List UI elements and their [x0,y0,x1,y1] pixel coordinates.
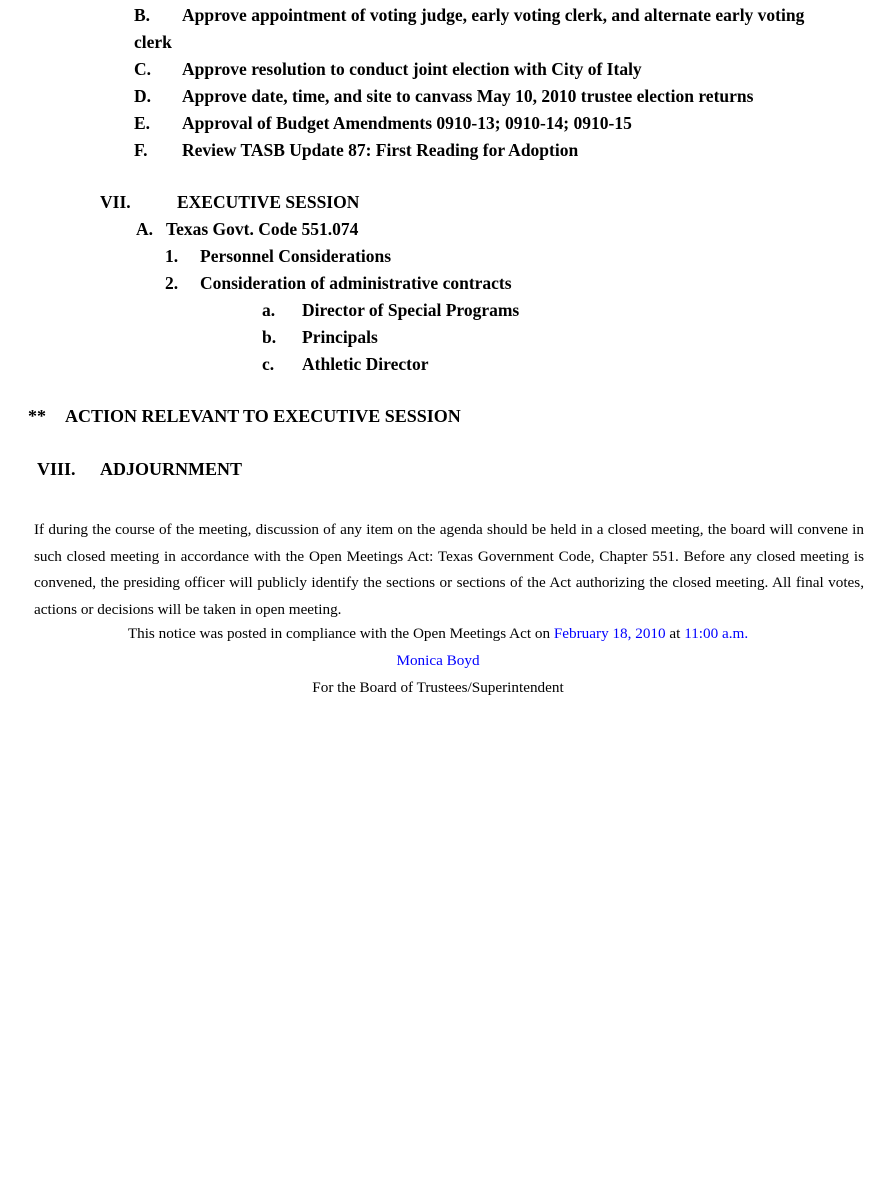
posting-notice-lead: This notice was posted in compliance with the Open Meetings Act on [127,625,551,642]
agenda-item-c-text: Approve resolution to conduct joint election with City of Italy [182,59,642,79]
agenda-item-b [134,5,804,26]
adjournment-marker: VIII. [37,459,76,479]
agenda-item-b-continuation: clerk [134,32,172,52]
contract-item-a-marker: a. [262,300,276,320]
contract-item-b [262,327,378,348]
agenda-item-d [134,86,753,107]
agenda-item-d-text: Approve date, time, and site to canvass May 10, 2010 trustee election returns [182,86,754,106]
posting-at-label: at [669,625,681,642]
agenda-item-e [134,113,632,134]
section-executive-session-heading [100,192,359,213]
agenda-item-f [134,140,578,161]
agenda-item-c [134,59,642,80]
agenda-item-e-marker: E. [134,113,151,133]
adjournment-heading [37,459,242,480]
executive-session-item-2-marker: 2. [165,273,179,293]
agenda-item-f-marker: F. [134,140,148,160]
executive-session-code-item [136,219,358,240]
contract-item-b-marker: b. [262,327,277,347]
posting-time: 11:00 a.m. [684,625,749,642]
agenda-item-b-text: Approve appointment of voting judge, early voting clerk, and alternate early voting [182,5,805,25]
executive-session-item-1-marker: 1. [165,246,179,266]
action-relevant-marker: ** [28,406,46,426]
executive-session-item-2 [165,273,512,294]
posting-notice-line [0,621,876,648]
contract-item-a-text: Director of Special Programs [302,300,520,320]
agenda-item-d-marker: D. [134,86,152,106]
contract-item-b-text: Principals [302,327,378,347]
contract-item-c-marker: c. [262,354,275,374]
executive-session-item-2-text: Consideration of administrative contracts [200,273,512,293]
adjournment-text: ADJOURNMENT [100,459,242,479]
action-relevant-heading [28,406,461,427]
action-relevant-text: ACTION RELEVANT TO EXECUTIVE SESSION [65,406,461,426]
contract-item-c-text: Athletic Director [302,354,429,374]
agenda-item-b-marker: B. [134,5,151,25]
contract-item-c [262,354,429,375]
contract-item-a [262,300,519,321]
executive-session-item-1-text: Personnel Considerations [200,246,392,266]
agenda-item-f-text: Review TASB Update 87: First Reading for Adoption [182,140,579,160]
section-executive-session-marker: VII. [100,192,131,212]
closed-meeting-disclaimer: If during the course of the meeting, discussion of any item on the agenda should be held in a closed meeting, the board will convene in such closed meeting in accordance with the Open Meetings Act: Texas Government Code, Chapter 551. Before any closed meeting is convened, the presiding officer will publicly identify the sections or sections of the Act authorizing the closed meeting. All final votes, actions or decisions will be taken in open meeting. [34,521,864,618]
posting-signer-name: Monica Boyd [396,652,480,669]
agenda-item-e-text: Approval of Budget Amendments 0910-13; 0910-14; 0910-15 [182,113,632,133]
posting-date: February 18, 2010 [553,625,666,642]
executive-session-code-text: Texas Govt. Code 551.074 [166,219,359,239]
section-executive-session-title: EXECUTIVE SESSION [177,192,360,212]
agenda-item-c-marker: C. [134,59,152,79]
executive-session-item-1 [165,246,391,267]
posting-signer-title: For the Board of Trustees/Superintendent [312,679,564,696]
executive-session-code-marker: A. [136,219,154,239]
